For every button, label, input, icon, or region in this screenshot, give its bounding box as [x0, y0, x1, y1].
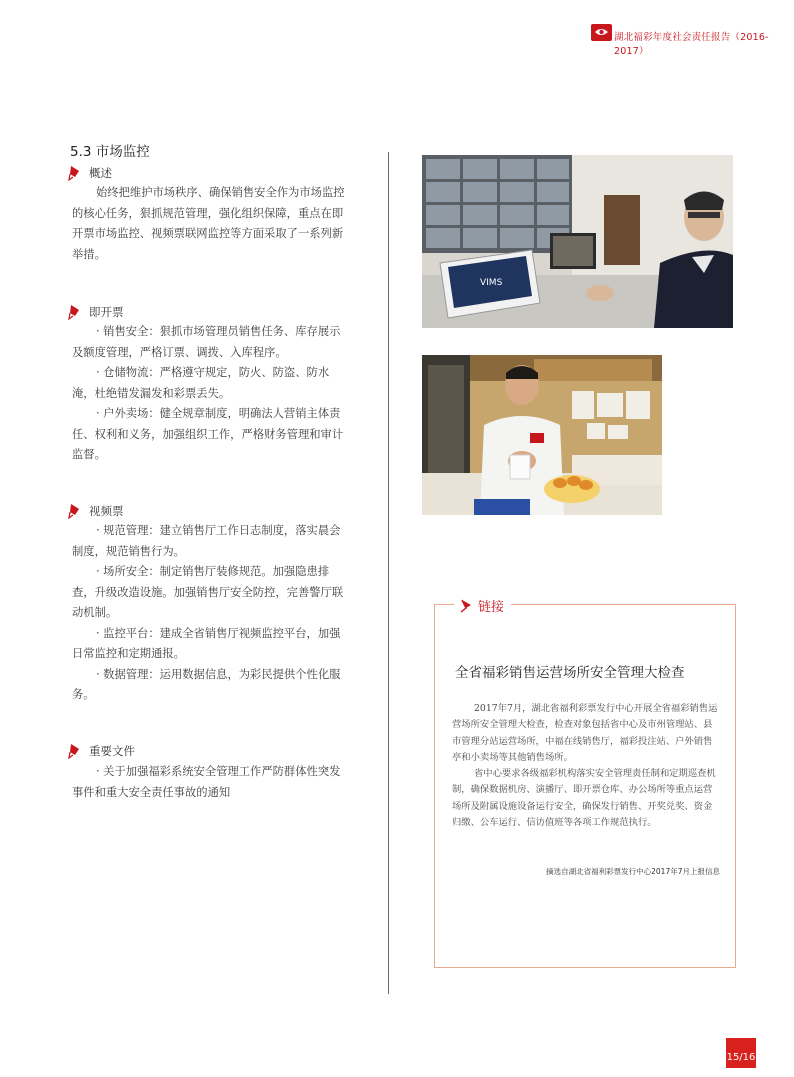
instant-heading-label: 即开票 — [89, 305, 124, 319]
list-item: · 销售安全：狠抓市场管理员销售任务、库存展示及额度管理，严格订票、调拨、入库程序。 — [72, 325, 341, 359]
video-heading — [68, 502, 124, 520]
report-header-title: 湖北福彩年度社会责任报告（2016-2017） — [614, 32, 769, 57]
link-body — [452, 701, 720, 831]
pen-icon — [68, 743, 81, 759]
list-item: · 关于加强福彩系统安全管理工作严防群体性突发事件和重大安全责任事故的通知 — [72, 765, 341, 799]
link-title: 全省福彩销售运营场所安全管理大检查 — [455, 665, 685, 681]
documents-heading-label: 重要文件 — [89, 744, 135, 758]
monitoring-room-photo — [422, 155, 733, 328]
link-source: 摘选自湖北省福利彩票发行中心2017年7月上报信息 — [546, 867, 720, 876]
overview-text: 始终把维护市场秩序、确保销售安全作为市场监控的核心任务，狠抓规范管理，强化组织保障，重点在即开票市场监控、视频票联网监控等方面采取了一系列新举措。 — [72, 186, 345, 261]
list-item: · 数据管理：运用数据信息，为彩民提供个性化服务。 — [72, 667, 341, 701]
pen-icon — [68, 503, 81, 519]
instant-items — [72, 322, 348, 466]
overview-heading — [68, 164, 112, 182]
list-item: · 仓储物流：严格遵守规定，防火、防盗、防水淹，杜绝错发漏发和彩票丢失。 — [72, 366, 330, 400]
monitor-screen-text: VIMS — [480, 278, 503, 288]
link-label-text: 链接 — [478, 600, 505, 615]
link-paragraph: 省中心要求各级福彩机构落实安全管理责任制和定期巡查机制，确保数据机房、演播厅、即开票仓库、办公场所等重点运营场所及附属设施设备运行安全，确保发行销售、开奖兑奖、资金归缴、公车运行、信访值班等各项工作规范执行。 — [452, 768, 716, 829]
column-divider — [388, 152, 389, 994]
list-item: · 场所安全：制定销售厅装修规范。加强隐患排查，升级改造设施。加强销售厅安全防控，完善警厅联动机制。 — [72, 565, 344, 619]
documents-items — [72, 762, 348, 803]
sales-hall-photo — [422, 355, 662, 515]
video-items — [72, 521, 348, 706]
section-title: 5.3 市场监控 — [70, 144, 150, 160]
overview-heading-label: 概述 — [89, 166, 112, 180]
instant-heading — [68, 303, 124, 321]
documents-heading — [68, 742, 135, 760]
pen-icon — [68, 304, 81, 320]
list-item: · 户外卖场：健全规章制度，明确法人营销主体责任、权利和义务，加强组织工作，严格财务管理和审计监督。 — [72, 407, 344, 461]
page-number: 15/16 — [726, 1038, 756, 1068]
pen-icon — [68, 165, 81, 181]
list-item: · 规范管理：建立销售厅工作日志制度，落实晨会制度，规范销售行为。 — [72, 524, 341, 558]
video-heading-label: 视频票 — [89, 504, 124, 518]
pin-icon — [458, 598, 474, 614]
link-paragraph: 2017年7月，湖北省福利彩票发行中心开展全省福彩销售运营场所安全管理大检查，检查对象包括省中心及市州管理站、县市管理分站运营场所，中福在线销售厅，福彩投注站、户外销售亭和小卖场等其他销售场所。 — [452, 703, 718, 763]
lottery-logo-icon — [591, 24, 612, 41]
list-item: · 监控平台：建成全省销售厅视频监控平台，加强日常监控和定期通报。 — [72, 626, 341, 660]
link-label — [454, 596, 511, 615]
